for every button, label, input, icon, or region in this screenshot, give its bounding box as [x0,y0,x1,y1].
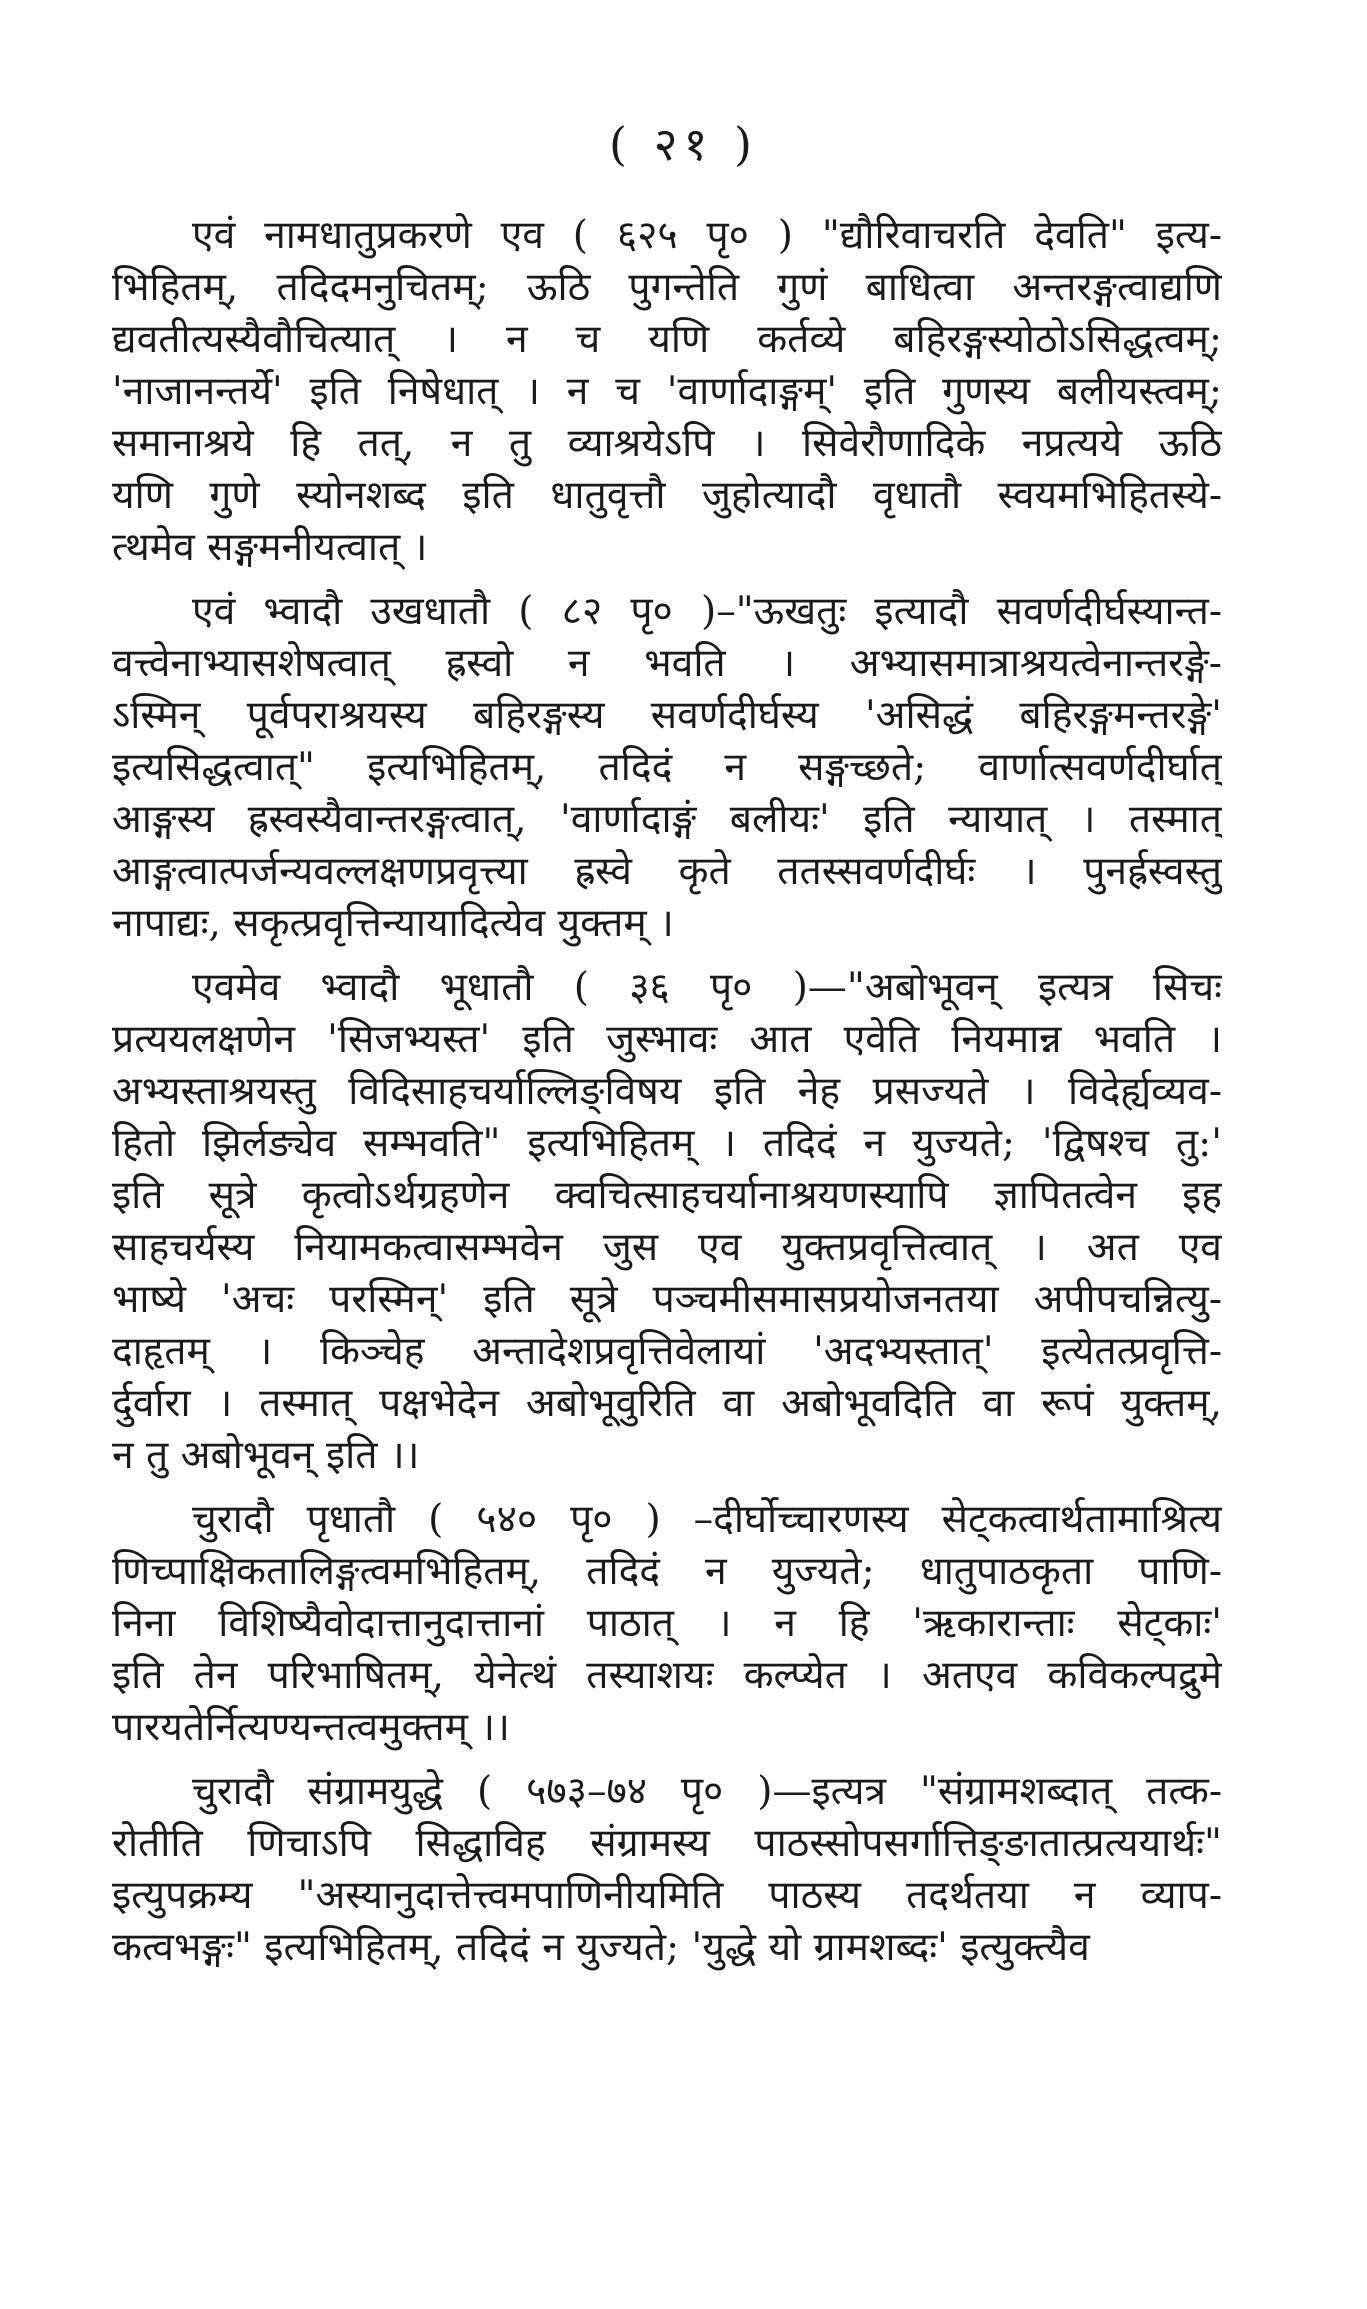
text-line: साहचर्यस्य नियामकत्वासम्भवेन जुस एव युक्तप्रवृत्तित्वात् । अत एव [112,1225,1222,1270]
text-line: वत्त्वेनाभ्यासशेषत्वात् ह्रस्वो न भवति । अभ्यासमात्राश्रयत्वेनान्तरङ्गे- [112,641,1222,686]
text-line: आङ्गस्य ह्रस्वस्यैवान्तरङ्गत्वात्, 'वार्णादाङ्गं बलीयः' इति न्यायात् । तस्मात् [112,797,1222,842]
text-line: द्यवतीत्यस्यैवौचित्यात् । न च यणि कर्तव्ये बहिरङ्गस्योठोऽसिद्धत्वम्; [112,317,1222,362]
paragraph [112,586,1222,950]
text-line: अभ्यस्ताश्रयस्तु विदिसाहचर्याल्लिङ्विषय इति नेह प्रसज्यते । विदेर्ह्यव्यव- [112,1069,1222,1114]
text-line: नापाद्यः, सकृत्प्रवृत्तिन्यायादित्येव युक्तम् । [112,901,674,946]
text-line: भाष्ये 'अचः परस्मिन्' इति सूत्रे पञ्चमीसमासप्रयोजनतया अपीपचन्नित्यु- [112,1277,1222,1322]
text-line: इत्यसिद्धत्वात्" इत्यभिहितम्, तदिदं न सङ्गच्छते; वार्णात्सवर्णदीर्घात् [112,745,1222,790]
text-line: कत्वभङ्गः" इत्यभिहितम्, तदिदं न युज्यते; 'युद्धे यो ग्रामशब्दः' इत्युक्त्यैव [112,1925,1090,1970]
paragraph [112,1494,1222,1754]
text-line: पारयतेर्नित्यण्यन्तत्वमुक्तम् ।। [112,1705,510,1750]
text-line: र्दुर्वारा । तस्मात् पक्षभेदेन अबोभूवुरिति वा अबोभूवदिति वा रूपं युक्तम्, [112,1381,1222,1426]
text-line: यणि गुणे स्योनशब्द इति धातुवृत्तौ जुहोत्यादौ वृधातौ स्वयमभिहितस्ये- [112,473,1222,518]
text-line: दाहृतम् । किञ्चेह अन्तादेशप्रवृत्तिवेलायां 'अदभ्यस्तात्' इत्येतत्प्रवृत्ति- [112,1329,1222,1374]
text-line: समानाश्रये हि तत्, न तु व्याश्रयेऽपि । सिवेरौणादिके नप्रत्यये ऊठि [112,421,1222,466]
text-line: 'नाजानन्तर्ये' इति निषेधात् । न च 'वार्णादाङ्गम्' इति गुणस्य बलीयस्त्वम्; [112,369,1222,414]
text-line: भिहितम्, तदिदमनुचितम्; ऊठि पुगन्तेति गुणं बाधित्वा अन्तरङ्गत्वाद्यणि [112,265,1222,310]
text-line: त्थमेव सङ्गमनीयत्वात् । [112,525,428,570]
text-line: णिच्पाक्षिकतालिङ्गत्वमभिहितम्, तदिदं न युज्यते; धातुपाठकृता पाणि- [112,1549,1222,1594]
paragraph [112,962,1222,1482]
text-line: एवं भ्वादौ उखधातौ ( ८२ पृ० )–"ऊखतुः इत्यादौ सवर्णदीर्घस्यान्त- [192,589,1222,634]
paragraph [112,1766,1222,1974]
text-line: इत्युपक्रम्य "अस्यानुदात्तेत्त्वमपाणिनीयमिति पाठस्य तदर्थतया न व्याप- [112,1873,1222,1918]
text-line: आङ्गत्वात्पर्जन्यवल्लक्षणप्रवृत्त्या ह्रस्वे कृते ततस्सवर्णदीर्घः । पुनर्ह्रस्वस्तु [112,849,1222,894]
text-line: इति सूत्रे कृत्वोऽर्थग्रहणेन क्वचित्साहचर्यानाश्रयणस्यापि ज्ञापितत्वेन इह [112,1173,1222,1218]
text-line: न तु अबोभूवन् इति ।। [112,1433,420,1478]
text-line: एवं नामधातुप्रकरणे एव ( ६२५ पृ० ) "द्यौरिवाचरति देवति" इत्य- [192,213,1222,258]
text-line: चुरादौ पृधातौ ( ५४० पृ० ) –दीर्घोच्चारणस्य सेट्कत्वार्थतामाश्रित्य [192,1497,1222,1542]
text-line: एवमेव भ्वादौ भूधातौ ( ३६ पृ० )—"अबोभूवन् इत्यत्र सिचः [192,965,1222,1010]
page-number: ( २१ ) [609,117,758,171]
text-line: प्रत्ययलक्षणेन 'सिजभ्यस्त' इति जुस्भावः आत एवेति नियमान्न भवति । [112,1017,1222,1062]
text-line: इति तेन परिभाषितम्, येनेत्थं तस्याशयः कल्प्येत । अतएव कविकल्पद्रुमे [112,1653,1222,1698]
text-line: चुरादौ संग्रामयुद्धे ( ५७३–७४ पृ० )—इत्यत्र "संग्रामशब्दात् तत्क- [192,1769,1222,1814]
body-text [112,210,1222,1986]
text-line: निना विशिष्यैवोदात्तानुदात्तानां पाठात् । न हि 'ऋकारान्ताः सेट्काः' [112,1601,1222,1646]
text-line: हितो झिर्लङ्येव सम्भवति" इत्यभिहितम् । तदिदं न युज्यते; 'द्विषश्च तु:' [112,1121,1222,1166]
text-line: ऽस्मिन् पूर्वपराश्रयस्य बहिरङ्गस्य सवर्णदीर्घस्य 'असिद्धं बहिरङ्गमन्तरङ्गे' [112,693,1222,738]
paragraph [112,210,1222,574]
text-line: रोतीति णिचाऽपि सिद्धाविह संग्रामस्य पाठस्सोपसर्गात्तिङ्ङातात्प्रत्ययार्थः" [112,1821,1222,1866]
